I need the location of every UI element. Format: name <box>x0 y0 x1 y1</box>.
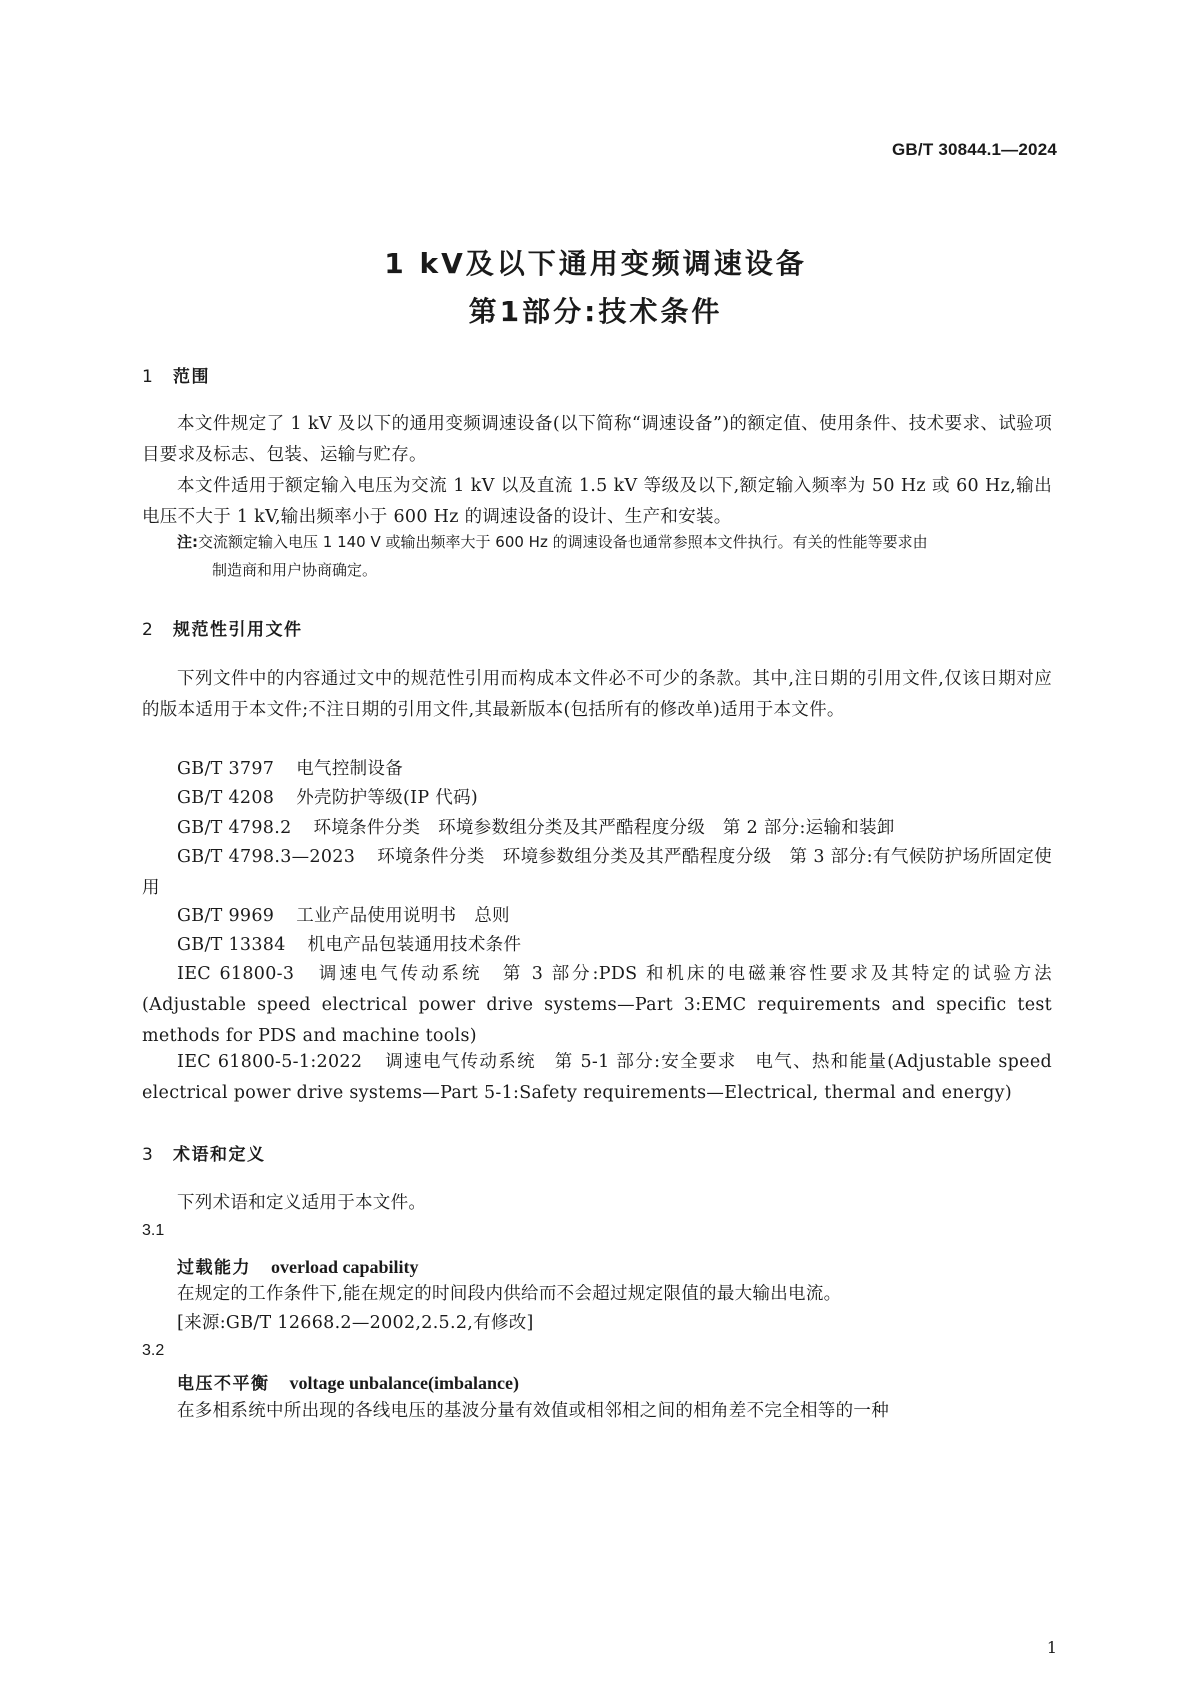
term-definition: 在多相系统中所出现的各线电压的基波分量有效值或相邻相之间的相角差不完全相等的一种 <box>177 1401 889 1421</box>
note-text-line1: 交流额定输入电压 1 140 V 或输出频率大于 600 Hz 的调速设备也通常参照本文件执行。有关的性能等要求由 <box>198 533 928 551</box>
scope-paragraph-1: 本文件规定了 1 kV 及以下的通用变频调速设备(以下简称“调速设备”)的额定值、使用条件、技术要求、试验项目要求及标志、包装、运输与贮存。 <box>142 414 1052 465</box>
term-title <box>177 1253 419 1278</box>
reference-code: GB/T 4798.2 <box>177 818 292 838</box>
document-title-line1: 1 kV及以下通用变频调速设备 <box>384 247 807 280</box>
reference-code: GB/T 13384 <box>177 935 286 955</box>
scope-paragraph-2: 本文件适用于额定输入电压为交流 1 kV 以及直流 1.5 kV 等级及以下,额定输入频率为 50 Hz 或 60 Hz,输出电压不大于 1 kV,输出频率小于 600 Hz 的调速设备的设计、生产和安装。 <box>142 476 1052 527</box>
reference-item <box>177 930 521 961</box>
reference-code: GB/T 4798.3—2023 <box>177 847 356 867</box>
term-english: overload capability <box>271 1257 419 1277</box>
reference-code: IEC 61800-5-1:2022 <box>177 1052 363 1072</box>
term-source: [来源:GB/T 12668.2—2002,2.5.2,有修改] <box>177 1313 534 1333</box>
section-1-heading <box>142 362 210 387</box>
section-2-heading <box>142 615 303 640</box>
section-number: 2 <box>142 620 155 640</box>
scope-note <box>177 528 1057 584</box>
reference-item <box>142 1047 1052 1109</box>
reference-item <box>142 842 1052 904</box>
reference-title: 环境条件分类 环境参数组分类及其严酷程度分级 第 3 部分:有气候防护场所固定使用 <box>142 847 1053 898</box>
term-number: 3.1 <box>142 1222 165 1239</box>
note-label: 注: <box>177 533 198 551</box>
reference-title: 调速电气传动系统 第 5-1 部分:安全要求 电气、热和能量(Adjustable speed electrical power drive systems—Part 5-1:Safety requirements—Electrical, thermal and energy) <box>142 1052 1052 1103</box>
section-title: 术语和定义 <box>173 1145 266 1165</box>
reference-title: 机电产品包装通用技术条件 <box>307 935 522 955</box>
reference-code: IEC 61800-3 <box>177 964 295 984</box>
reference-title: 外壳防护等级(IP 代码) <box>296 788 479 808</box>
section-3-heading <box>142 1140 266 1165</box>
page-number: 1 <box>1046 1638 1057 1657</box>
reference-title: 工业产品使用说明书 总则 <box>296 906 510 926</box>
term-english: voltage unbalance(imbalance) <box>289 1373 519 1393</box>
reference-item <box>177 813 895 844</box>
term-number: 3.2 <box>142 1342 165 1359</box>
term-chinese: 电压不平衡 <box>177 1374 270 1394</box>
reference-title: 调速电气传动系统 第 3 部分:PDS 和机床的电磁兼容性要求及其特定的试验方法(Adjustable speed electrical power drive systems—Part 3:EMC requirements and specific test methods for PDS and machine tools) <box>142 964 1052 1046</box>
reference-item <box>142 959 1052 1052</box>
section-number: 3 <box>142 1145 155 1165</box>
reference-title: 环境条件分类 环境参数组分类及其严酷程度分级 第 2 部分:运输和装卸 <box>313 818 895 838</box>
terms-intro: 下列术语和定义适用于本文件。 <box>177 1193 427 1213</box>
document-title-line2: 第1部分:技术条件 <box>468 295 723 328</box>
section-title: 规范性引用文件 <box>173 620 303 640</box>
standard-code: GB/T 30844.1—2024 <box>892 140 1057 159</box>
reference-item <box>177 783 478 814</box>
note-text-line2: 制造商和用户协商确定。 <box>212 561 378 579</box>
section-title: 范围 <box>173 367 210 387</box>
reference-item <box>177 754 403 785</box>
references-intro: 下列文件中的内容通过文中的规范性引用而构成本文件必不可少的条款。其中,注日期的引用文件,仅该日期对应的版本适用于本文件;不注日期的引用文件,其最新版本(包括所有的修改单)适用于本文件。 <box>142 669 1052 720</box>
reference-title: 电气控制设备 <box>296 759 404 779</box>
term-definition: 在规定的工作条件下,能在规定的时间段内供给而不会超过规定限值的最大输出电流。 <box>177 1284 842 1304</box>
reference-code: GB/T 9969 <box>177 906 275 926</box>
term-chinese: 过载能力 <box>177 1258 251 1278</box>
reference-item <box>177 901 510 932</box>
reference-code: GB/T 3797 <box>177 759 275 779</box>
section-number: 1 <box>142 367 155 387</box>
reference-code: GB/T 4208 <box>177 788 275 808</box>
term-title <box>177 1369 519 1394</box>
